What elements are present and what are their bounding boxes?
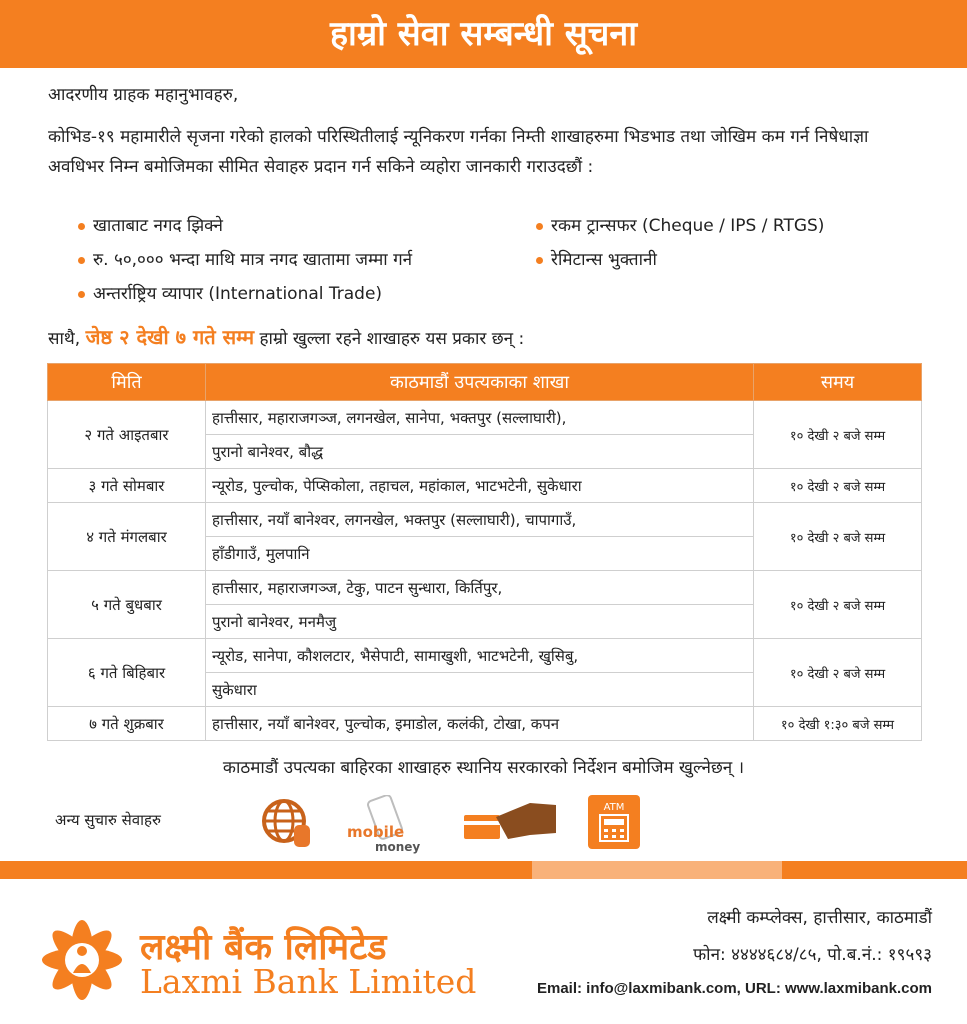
internet-banking-icon [260, 795, 316, 851]
column-header-time: समय [754, 364, 922, 401]
time-cell: १० देखी २ बजे सम्म [754, 571, 922, 639]
bullet-icon [536, 223, 543, 230]
bank-address: लक्ष्मी कम्प्लेक्स, हात्तीसार, काठमाडौं [707, 908, 932, 928]
time-cell: १० देखी २ बजे सम्म [754, 401, 922, 469]
table-row [48, 639, 922, 673]
branch-cell: न्यूरोड, सानेपा, कौशलटार, भैसेपाटी, सामाखुशी, भाटभटेनी, खुसिबु, [206, 639, 754, 673]
notice-title: हाम्रो सेवा सम्बन्धी सूचना [329, 14, 638, 54]
svg-text:money: money [375, 840, 421, 854]
day-cell: ४ गते मंगलबार [48, 503, 206, 571]
column-header-branches: काठमाडौं उपत्यकाका शाखा [206, 364, 754, 401]
table-row [48, 707, 922, 741]
day-cell: ६ गते बिहिबार [48, 639, 206, 707]
card-payment-icon [460, 795, 560, 851]
time-cell: १० देखी २ बजे सम्म [754, 639, 922, 707]
service-item: रेमिटान्स भुक्तानी [536, 247, 657, 270]
divider-stripe [782, 861, 967, 879]
service-item: अन्तर्राष्ट्रिय व्यापार (International Trade) [78, 281, 382, 304]
service-item: रु. ५०,००० भन्दा माथि मात्र नगद खातामा जम्मा गर्न [78, 247, 412, 270]
branch-cell: पुरानो बानेश्वर, बौद्ध [206, 435, 754, 469]
branch-cell: हाँडीगाउँ, मुलपानि [206, 537, 754, 571]
svg-text:ATM: ATM [603, 802, 625, 813]
table-row [48, 401, 922, 435]
branch-cell: हात्तीसार, नयाँ बानेश्वर, पुल्चोक, इमाडोल, कलंकी, टोखा, कपन [206, 707, 754, 741]
open-branches-intro: साथै, जेष्ठ २ देखी ७ गते सम्म हाम्रो खुल्ला रहने शाखाहरु यस प्रकार छन् : [48, 325, 525, 349]
salutation: आदरणीय ग्राहक महानुभावहरु, [48, 85, 239, 105]
day-cell: २ गते आइतबार [48, 401, 206, 469]
column-header-date: मिति [48, 364, 206, 401]
outside-valley-note: काठमाडौं उपत्यका बाहिरका शाखाहरु स्थानिय सरकारको निर्देशन बमोजिम खुल्नेछन् । [222, 758, 745, 778]
intro-paragraph: कोभिड-१९ महामारीले सृजना गरेको हालको परिस्थितीलाई न्यूनिकरण गर्नका निम्ती शाखाहरुमा भिडभाड तथा जोखिम कम गर्न निषेधाज्ञा अवधिभर निम्न बमोजिमका सीमित सेवाहरु प्रदान गर्न सकिने व्यहोरा जानकारी गराउदछौं : [48, 127, 869, 177]
bank-name-nepali: लक्ष्मी बैंक लिमिटेड [140, 927, 387, 968]
time-cell: १० देखी २ बजे सम्म [754, 469, 922, 503]
branch-cell: हात्तीसार, महाराजगञ्ज, लगनखेल, सानेपा, भक्तपुर (सल्लाघारी), [206, 401, 754, 435]
branch-cell: हात्तीसार, महाराजगञ्ज, टेकु, पाटन सुन्धारा, किर्तिपुर, [206, 571, 754, 605]
time-cell: १० देखी २ बजे सम्म [754, 503, 922, 571]
service-item: रकम ट्रान्सफर (Cheque / IPS / RTGS) [536, 213, 824, 236]
laxmi-logo-icon [35, 915, 130, 1005]
branch-cell: सुकेधारा [206, 673, 754, 707]
bullet-icon [536, 257, 543, 264]
day-cell: ५ गते बुधबार [48, 571, 206, 639]
bank-contact: Email: info@laxmibank.com, URL: www.laxmibank.com [537, 980, 932, 997]
atm-icon [588, 795, 640, 851]
divider-stripe [532, 861, 782, 879]
svg-text:mobile: mobile [347, 823, 405, 841]
other-services-label: अन्य सुचारु सेवाहरु [55, 811, 161, 829]
notice-header [0, 0, 967, 68]
bullet-icon [78, 257, 85, 264]
mobile-money-icon [345, 795, 435, 854]
branch-cell: हात्तीसार, नयाँ बानेश्वर, लगनखेल, भक्तपुर (सल्लाघारी), चापागाउँ, [206, 503, 754, 537]
time-cell: १० देखी १:३० बजे सम्म [754, 707, 922, 741]
divider-stripe [0, 861, 532, 879]
branch-cell: न्यूरोड, पुल्चोक, पेप्सिकोला, तहाचल, महांकाल, भाटभटेनी, सुकेधारा [206, 469, 754, 503]
bank-name-english: Laxmi Bank Limited [140, 962, 477, 1001]
day-cell: ३ गते सोमबार [48, 469, 206, 503]
branch-cell: पुरानो बानेश्वर, मनमैजु [206, 605, 754, 639]
table-row [48, 571, 922, 605]
day-cell: ७ गते शुक्रबार [48, 707, 206, 741]
bank-phone: फोन: ४४४४६८४/८५, पो.ब.नं.: १९५९३ [693, 945, 932, 965]
bullet-icon [78, 291, 85, 298]
date-range-highlight: जेष्ठ २ देखी ७ गते सम्म [85, 325, 255, 349]
branch-schedule-table [47, 363, 922, 741]
bullet-icon [78, 223, 85, 230]
table-row [48, 469, 922, 503]
table-row [48, 503, 922, 537]
service-item: खाताबाट नगद झिक्ने [78, 213, 223, 236]
